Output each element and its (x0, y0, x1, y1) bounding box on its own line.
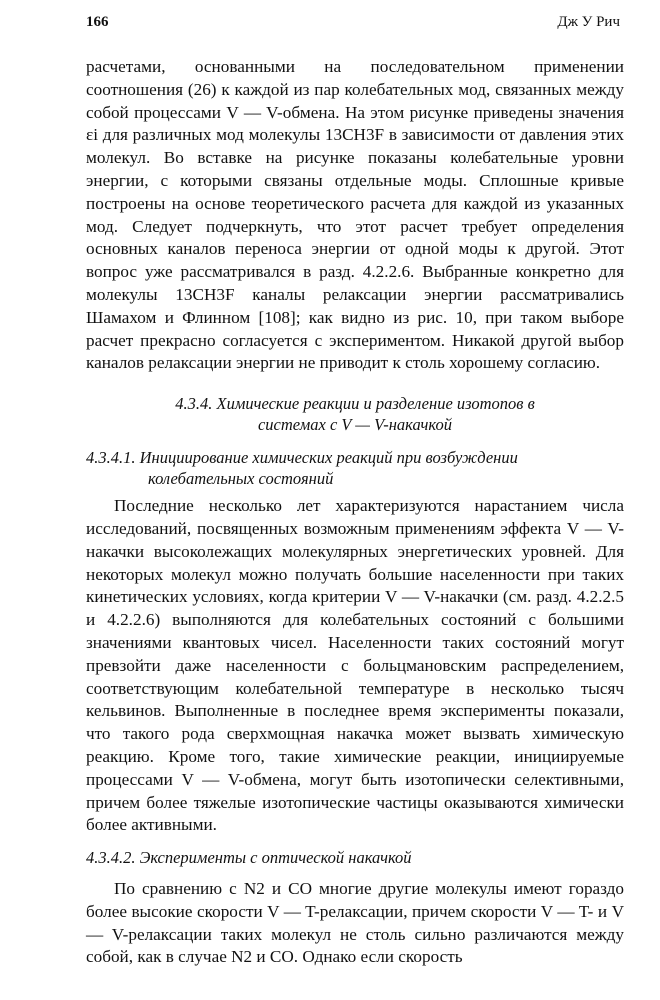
paragraph-1: расчетами, основанными на последовательном применении соотношения (26) к каждой из пар колебательных мод, связанных между собой процессами V — V-обмена. На этом рисунке приведены значения εi для различных мод молекулы 13CH3F в зависимости от давления этих молекул. Во вставке на рисунке показаны колебательные уровни энергии, с которыми связаны отдельные моды. Сплошные кривые построены на основе теоретического расчета для каждой из указанных мод. Следует подчеркнуть, что этот расчет требует определения основных каналов переноса энергии от одной моды к другой. Этот вопрос уже рассматривался в разд. 4.2.2.6. Выбранные конкретно для молекулы 13CH3F каналы релаксации энергии рассматривались Шамахом и Флинном [108]; как видно из рис. 10, при таком выборе расчет прекрасно согласуется с экспериментом. Никакой другой выбор каналов релаксации энергии не приводит к столь хорошему согласию. (86, 57, 624, 373)
section-title-line-1: 4.3.4. Химические реакции и разделение изотопов в (175, 394, 535, 414)
page-header (86, 14, 620, 31)
subsection-1-title-line-2: колебательных состояний (148, 469, 334, 489)
section-title (116, 393, 594, 435)
page-content (86, 56, 624, 969)
paragraph-3: По сравнению с N2 и CO многие другие молекулы имеют гораздо более высокие скорости V — T-релаксации, причем скорости V — T- и V — V-релаксации таких молекул не столь сильно различаются между собой, как в случае N2 и CO. Однако если скорость (86, 878, 624, 967)
subsection-1-title-line-1: 4.3.4.1. Инициирование химических реакций при возбуждении (86, 448, 518, 468)
page-number: 166 (86, 14, 109, 30)
subsection-1-title (86, 447, 624, 489)
section-title-line-2: системах с V — V-накачкой (257, 415, 452, 435)
paragraph-2: Последние несколько лет характеризуются нарастанием числа исследований, посвященных возможным применениям эффекта V — V-накачки высоколежащих молекулярных энергетических уровней. Для некоторых молекул можно получать большие населенности при таких кинетических условиях, когда критерии V — V-накачки (см. разд. 4.2.2.5 и 4.2.2.6) выполняются для колебательных состояний с большими значениями квантовых чисел. Населенности таких состояний могут превзойти даже населенности с больцмановским распределением, соответствующим колебательной температуре в несколько тысяч кельвинов. Выполненные в последнее время эксперименты показали, что такого рода сверхмощная накачка может вызвать химическую реакцию. Кроме того, такие химические реакции, инициируемые процессами V — V-обмена, могут быть изотопически селективными, причем более тяжелые изотопические частицы оказываются химически более активными. (86, 496, 624, 835)
running-title: Дж У Рич (557, 14, 620, 30)
subsection-2-title: 4.3.4.2. Эксперименты с оптической накачкой (86, 848, 412, 868)
